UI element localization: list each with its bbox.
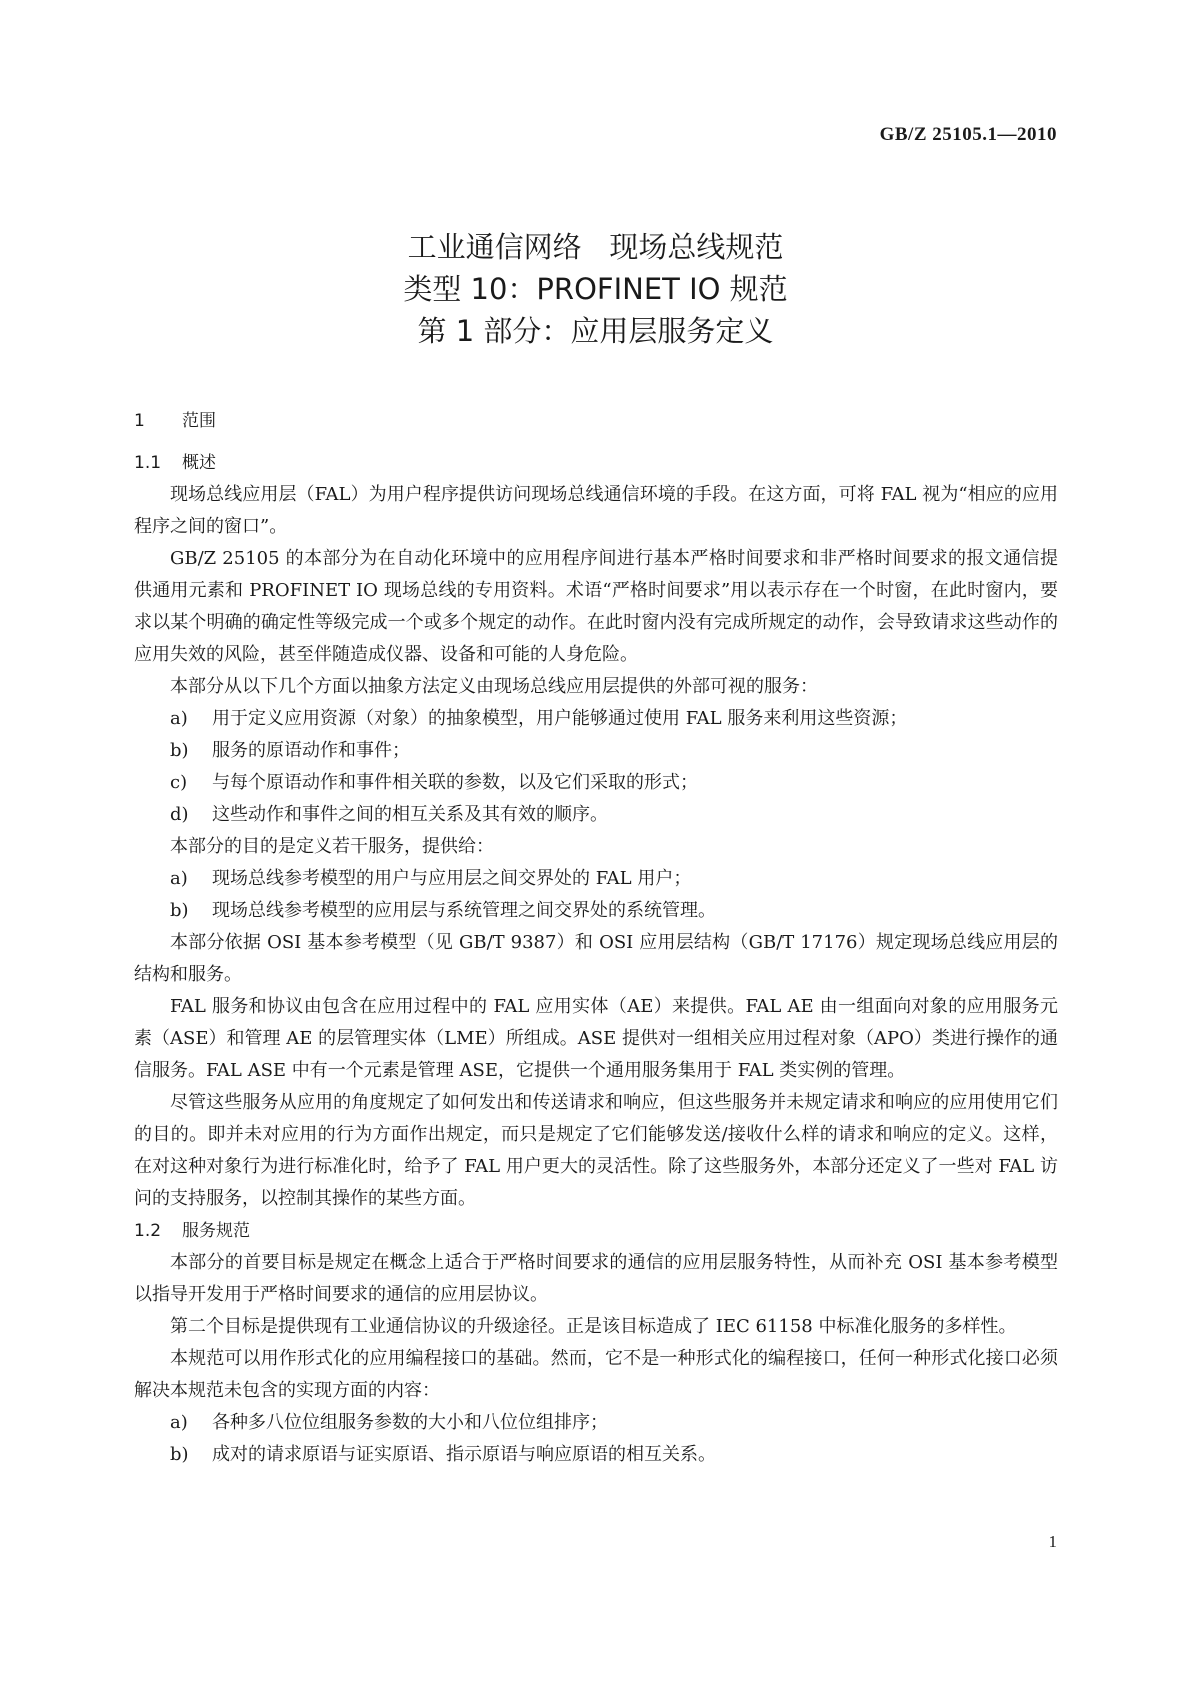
list-text: 这些动作和事件之间的相互关系及其有效的顺序。 — [212, 804, 608, 825]
paragraph: FAL 服务和协议由包含在应用过程中的 FAL 应用实体（AE）来提供。FAL AE 由一组面向对象的应用服务元素（ASE）和管理 AE 的层管理实体（LME）所组成。ASE 提供对一组相关应用过程对象（APO）类进行操作的通信服务。FAL ASE 中有一个元素是管理 ASE，它提供一个通用服务集用于 FAL 类实例的管理。 — [134, 996, 1058, 1081]
paragraph: 本部分的目的是定义若干服务，提供给： — [170, 836, 494, 857]
list-marker: d) — [170, 804, 189, 825]
list-item — [134, 1407, 1058, 1439]
section-title: 服务规范 — [182, 1221, 250, 1241]
list-item — [134, 895, 1058, 927]
paragraph: 第二个目标是提供现有工业通信协议的升级途径。正是该目标造成了 IEC 61158 中标准化服务的多样性。 — [170, 1316, 1017, 1337]
list-marker: a) — [170, 868, 188, 889]
list-text: 成对的请求原语与证实原语、指示原语与响应原语的相互关系。 — [212, 1444, 716, 1465]
document-title — [0, 226, 1191, 352]
list-marker: b) — [170, 740, 189, 761]
title-line-3: 第 1 部分：应用层服务定义 — [417, 314, 774, 348]
standard-number: GB/Z 25105.1—2010 — [879, 124, 1057, 145]
list-text: 现场总线参考模型的应用层与系统管理之间交界处的系统管理。 — [212, 900, 716, 921]
list-item — [134, 703, 1058, 735]
section-heading-1-2 — [134, 1215, 1058, 1247]
section-number: 1 — [134, 411, 145, 431]
section-number: 1.2 — [134, 1221, 162, 1241]
list-marker: b) — [170, 1444, 189, 1465]
list-text: 各种多八位位组服务参数的大小和八位位组排序； — [212, 1412, 608, 1433]
paragraph: 本规范可以用作形式化的应用编程接口的基础。然而，它不是一种形式化的编程接口，任何一种形式化接口必须解决本规范未包含的实现方面的内容： — [134, 1348, 1058, 1401]
list-text: 用于定义应用资源（对象）的抽象模型，用户能够通过使用 FAL 服务来利用这些资源； — [212, 708, 908, 729]
list-item — [134, 863, 1058, 895]
section-title: 概述 — [182, 453, 216, 473]
list-item — [134, 1439, 1058, 1471]
list-text: 服务的原语动作和事件； — [212, 740, 410, 761]
paragraph: 本部分的首要目标是规定在概念上适合于严格时间要求的通信的应用层服务特性，从而补充 OSI 基本参考模型以指导开发用于严格时间要求的通信的应用层协议。 — [134, 1252, 1058, 1305]
section-heading-1-1 — [134, 447, 1058, 479]
section-title: 范围 — [182, 411, 216, 431]
list-marker: a) — [170, 1412, 188, 1433]
section-heading-1 — [134, 405, 1058, 437]
page-number: 1 — [1048, 1532, 1057, 1551]
title-line-1: 工业通信网络 现场总线规范 — [407, 230, 784, 264]
list-marker: b) — [170, 900, 189, 921]
list-marker: a) — [170, 708, 188, 729]
list-text: 现场总线参考模型的用户与应用层之间交界处的 FAL 用户； — [212, 868, 692, 889]
paragraph: GB/Z 25105 的本部分为在自动化环境中的应用程序间进行基本严格时间要求和非严格时间要求的报文通信提供通用元素和 PROFINET IO 现场总线的专用资料。术语“严格时间要求”用以表示存在一个时窗，在此时窗内，要求以某个明确的确定性等级完成一个或多个规定的动作。在此时窗内没有完成所规定的动作，会导致请求这些动作的应用失效的风险，甚至伴随造成仪器、设备和可能的人身危险。 — [134, 548, 1058, 665]
document-body — [134, 405, 1058, 1471]
list-text: 与每个原语动作和事件相关联的参数，以及它们采取的形式； — [212, 772, 698, 793]
list-item — [134, 735, 1058, 767]
paragraph: 尽管这些服务从应用的角度规定了如何发出和传送请求和响应，但这些服务并未规定请求和响应的应用使用它们的目的。即并未对应用的行为方面作出规定，而只是规定了它们能够发送/接收什么样的请求和响应的定义。这样，在对这种对象行为进行标准化时，给予了 FAL 用户更大的灵活性。除了这些服务外，本部分还定义了一些对 FAL 访问的支持服务，以控制其操作的某些方面。 — [134, 1092, 1058, 1209]
title-line-2: 类型 10：PROFINET IO 规范 — [403, 272, 788, 306]
list-marker: c) — [170, 772, 188, 793]
paragraph: 本部分依据 OSI 基本参考模型（见 GB/T 9387）和 OSI 应用层结构（GB/T 17176）规定现场总线应用层的结构和服务。 — [134, 932, 1058, 985]
paragraph: 本部分从以下几个方面以抽象方法定义由现场总线应用层提供的外部可视的服务： — [170, 676, 818, 697]
section-number: 1.1 — [134, 453, 162, 473]
list-item — [134, 767, 1058, 799]
list-item — [134, 799, 1058, 831]
paragraph: 现场总线应用层（FAL）为用户程序提供访问现场总线通信环境的手段。在这方面，可将 FAL 视为“相应的应用程序之间的窗口”。 — [134, 484, 1058, 537]
